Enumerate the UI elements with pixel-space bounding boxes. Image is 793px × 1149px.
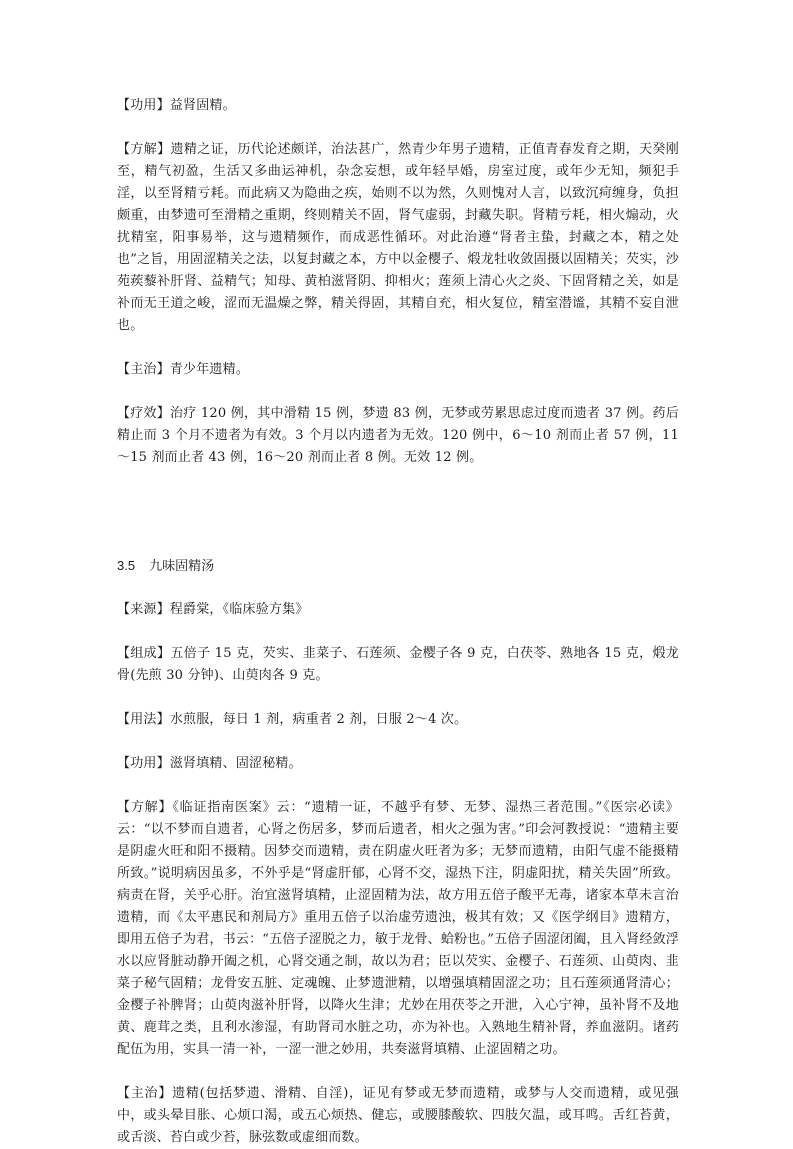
paragraph-text: 遗精之证，历代论述颇详，治法甚广，然青少年男子遗精，正值青春发育之期，天癸刚至，精气初盈，生活又多曲运神机，杂念妄想，或年轻早婚，房室过度，或年少无知，频犯手淫，以至肾精亏耗。而此病又为隐曲之疾，始则不以为然，久则愧对人言，以致沉疴缠身，负担颇重，由梦遗可至滑精之重期，终则精关不固，肾气虚弱，封藏失职。肾精亏耗，相火煽动，火扰精室，阳事易举，这与遗精频作，而成恶性循环。对此治遵“肾者主蛰，封藏之本，精之处也”之旨，用固涩精关之法，以复封藏之本，方中以金樱子、煅龙牡收敛固摄以固精关；芡实，沙苑蒺藜补肝肾、益精气；知母、黄柏滋肾阴、抑相火；莲须上清心火之炎、下固肾精之关，如是补而无王道之峻，涩而无温燥之弊，精关得固，其精自充，相火复位，精室潜谧，其精不妄自泄也。 <box>117 142 679 333</box>
section-label: 【方解】 <box>117 800 173 815</box>
section-number: 3.5 <box>117 558 136 573</box>
fangjie-paragraph <box>117 797 679 1061</box>
document-page <box>117 95 679 1149</box>
section-label: 【功用】 <box>117 98 170 113</box>
paragraph-text: 程爵棠，《临床验方集》 <box>169 602 309 617</box>
section-label: 【主治】 <box>117 362 170 377</box>
section-label: 【疗效】 <box>117 406 171 421</box>
paragraph-text: 治疗 120 例，其中滑精 15 例，梦遗 83 例，无梦或劳累思虑过度而遗者 37 例。药后精止而 3 个月不遗者为有效。3 个月以内遗者为无效。120 例中，6～10 剂而止者 57 例，11～15 剂而止者 43 例，16～20 剂而止者 8 例。无效 12 例。 <box>117 406 679 465</box>
gongyong-paragraph <box>117 753 679 775</box>
section-label: 【功用】 <box>117 756 170 771</box>
section-label: 【主治】 <box>117 1086 173 1101</box>
paragraph-text: 水煎服，每日 1 剂，病重者 2 剂，日服 2～4 次。 <box>169 712 468 727</box>
prev-fangjie-paragraph <box>117 139 679 337</box>
paragraph-text: 青少年遗精。 <box>169 362 250 377</box>
zucheng-paragraph <box>117 643 679 687</box>
section-heading <box>117 555 679 577</box>
laiyuan-paragraph <box>117 599 679 621</box>
yongfa-paragraph <box>117 709 679 731</box>
prev-zhuzhi-paragraph <box>117 359 679 381</box>
prev-gongyong-paragraph <box>117 95 679 117</box>
paragraph-text: 遗精(包括梦遗、滑精、自淫)，证见有梦或无梦而遗精，或梦与人交而遗精，或见强中，或头晕目胀、心烦口渴，或五心烦热、健忘，或腰膝酸软、四肢欠温，或耳鸣。舌红苔黄，或舌淡、苔白或少苔，脉弦数或虚细而数。 <box>117 1086 679 1145</box>
paragraph-text: 五倍子 15 克，芡实、韭菜子、石莲须、金樱子各 9 克，白茯苓、熟地各 15 克，煅龙骨(先煎 30 分钟)、山萸肉各 9 克。 <box>117 646 679 683</box>
section-label: 【来源】 <box>117 602 170 617</box>
paragraph-text: 滋肾填精、固涩秘精。 <box>169 756 302 771</box>
zhuzhi-paragraph <box>117 1083 679 1149</box>
section-label: 【组成】 <box>117 646 171 661</box>
section-title: 九味固精汤 <box>149 558 215 573</box>
prev-liaoxiao-paragraph <box>117 403 679 469</box>
section-label: 【用法】 <box>117 712 170 727</box>
paragraph-text: 《临证指南医案》云：“遗精一证，不越乎有梦、无梦、湿热三者范围。”《医宗必读》云：“以不梦而自遗者，心肾之伤居多，梦而后遗者，相火之强为害。”印会河教授说：“遗精主要是阴虚火旺和阳不摄精。因梦交而遗精，责在阴虚火旺者为多；无梦而遗精，由阳气虚不能摄精所致。”说明病因虽多，不外乎是“肾虚肝郁，心肾不交，湿热下注，阴虚阳扰，精关失固”所致。病责在肾，关乎心肝。治宜滋肾填精，止涩固精为法，故方用五倍子酸平无毒，诸家本草未言治遗精，而《太平惠民和剂局方》重用五倍子以治虚劳遗浊，极其有效；又《医学纲目》遗精方，即用五倍子为君，书云：“五倍子涩脱之力，敏于龙骨、蛤粉也。”五倍子固涩闭阖，且入肾经敛浮水以应肾脏动静开阖之机，心肾交通之制，故以为君；臣以芡实、金樱子、石莲须、山萸肉、韭菜子秘气固精；龙骨安五脏、定魂魄、止梦遗泄精，以增强填精固涩之功；且石莲须通肾清心；金樱子补脾肾；山萸肉滋补肝肾，以降火生津；尤妙在用茯苓之开泄，入心宁神，虽补肾不及地黄、鹿茸之类，且利水渗湿，有助肾司水脏之功，亦为补也。入熟地生精补肾，养血滋阴。诸药配伍为用，实具一清一补，一涩一泄之妙用，共奏滋肾填精、止涩固精之功。 <box>117 800 679 1057</box>
paragraph-text: 益肾固精。 <box>169 98 236 113</box>
section-label: 【方解】 <box>117 142 171 157</box>
